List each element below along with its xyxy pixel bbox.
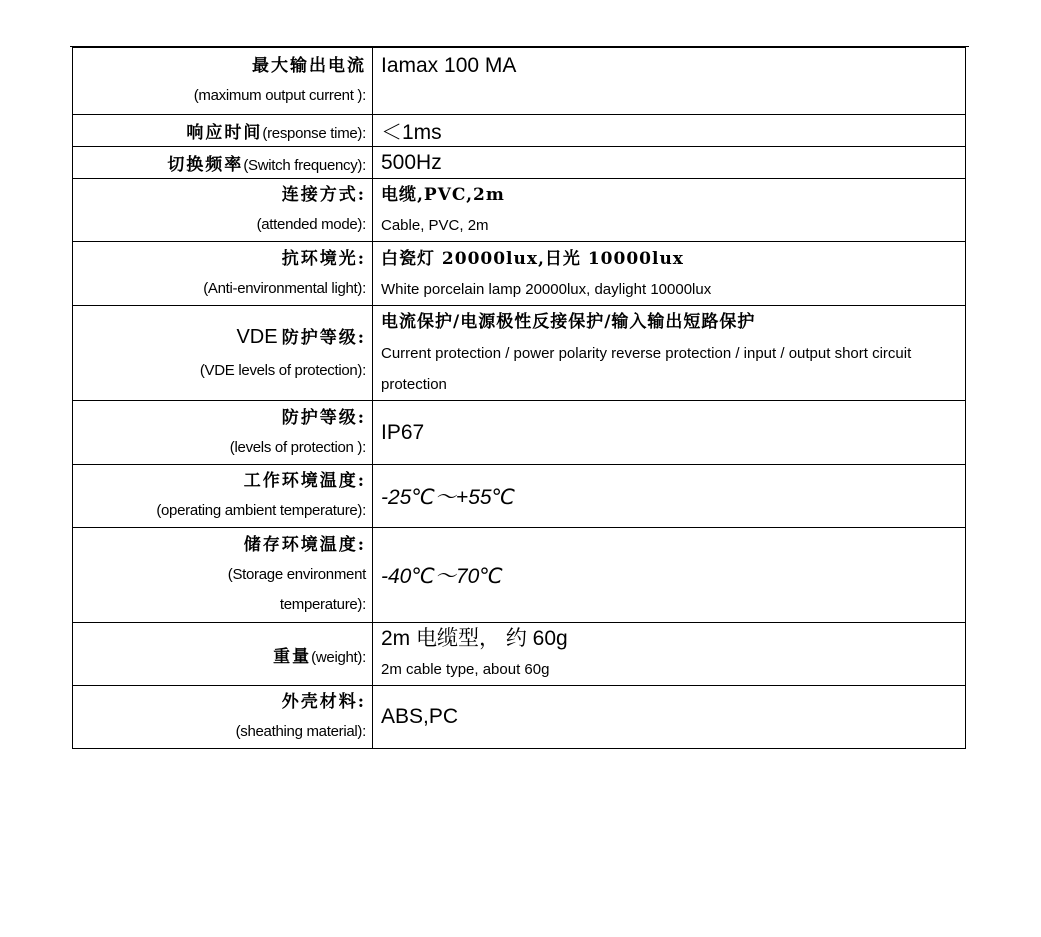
spec-value — [373, 179, 966, 242]
spec-value — [373, 147, 966, 179]
value-en: 2m cable type, about 60g — [381, 661, 550, 678]
label-cn: 防护等级: — [281, 328, 366, 348]
value-en: Cable, PVC, 2m — [381, 217, 489, 234]
spec-value — [373, 48, 966, 115]
label-cn: 防护等级: — [281, 407, 366, 428]
value-en: Current protection / power polarity reverse protection / input / output short circuit protection — [381, 345, 912, 393]
label-prefix: VDE — [236, 326, 278, 348]
spec-value — [373, 115, 966, 147]
label-cn: 储存环境温度: — [243, 535, 366, 555]
spec-value — [373, 623, 966, 686]
label-en: (Anti-environmental light): — [203, 279, 366, 297]
value-text: ＜1ms — [381, 120, 442, 144]
label-en: temperature): — [279, 596, 366, 613]
value-text: ABS,PC — [381, 705, 459, 728]
value-cn: 白瓷灯 20000lux,日光 10000lux — [381, 248, 684, 269]
label-en: (maximum output current ): — [193, 87, 366, 104]
label-cn: 工作环境温度: — [243, 471, 366, 491]
label-en: (response time): — [262, 125, 366, 142]
table-row — [73, 686, 966, 749]
label-en: (Switch frequency): — [243, 157, 366, 174]
table-row — [73, 306, 966, 401]
table-row — [73, 115, 966, 147]
value-text: -25℃～+55℃ — [381, 486, 516, 509]
spec-label — [73, 115, 373, 147]
value-cn: 电缆,PVC,2m — [381, 185, 505, 205]
spec-label — [73, 528, 373, 623]
table-row — [73, 147, 966, 179]
value-text: IP67 — [381, 420, 425, 444]
label-cn: 响应时间 — [186, 123, 263, 143]
spec-value — [373, 686, 966, 749]
value-cn: 电流保护/电源极性反接保护/输入输出短路保护 — [381, 312, 756, 332]
label-cn: 切换频率 — [167, 155, 244, 175]
label-en: (VDE levels of protection): — [199, 362, 366, 379]
spec-label — [73, 306, 373, 401]
table-row — [73, 179, 966, 242]
value-text: 500Hz — [381, 150, 442, 174]
table-row — [73, 401, 966, 465]
table-row — [73, 48, 966, 115]
label-en: (levels of protection ): — [229, 438, 366, 456]
spec-label — [73, 48, 373, 115]
value-text: -40℃～70℃ — [381, 565, 503, 588]
spec-label — [73, 179, 373, 242]
label-cn: 最大输出电流 — [252, 56, 366, 76]
spec-value — [373, 528, 966, 623]
table-row — [73, 528, 966, 623]
label-en: (attended mode): — [256, 216, 366, 233]
table-row — [73, 465, 966, 528]
label-cn: 重量 — [273, 646, 312, 667]
spec-label — [73, 147, 373, 179]
value-cn: 2m 电缆型， 约 60g — [381, 627, 568, 650]
spec-table — [72, 47, 966, 749]
spec-value — [373, 242, 966, 306]
spec-label — [73, 623, 373, 686]
label-en: (sheathing material): — [235, 723, 366, 740]
spec-label — [73, 465, 373, 528]
label-en: (Storage environment — [227, 566, 366, 583]
label-en: (weight): — [311, 648, 366, 666]
spec-label — [73, 401, 373, 465]
spec-label — [73, 686, 373, 749]
label-cn: 抗环境光: — [281, 248, 366, 269]
value-en: White porcelain lamp 20000lux, daylight 10000lux — [381, 280, 712, 298]
label-en: (operating ambient temperature): — [156, 502, 366, 519]
table-row — [73, 242, 966, 306]
label-cn: 外壳材料: — [281, 692, 366, 712]
spec-value — [373, 465, 966, 528]
spec-label — [73, 242, 373, 306]
table-row — [73, 623, 966, 686]
label-cn: 连接方式: — [281, 185, 366, 205]
spec-value — [373, 306, 966, 401]
spec-value — [373, 401, 966, 465]
value-text: Iamax 100 MA — [381, 54, 517, 77]
